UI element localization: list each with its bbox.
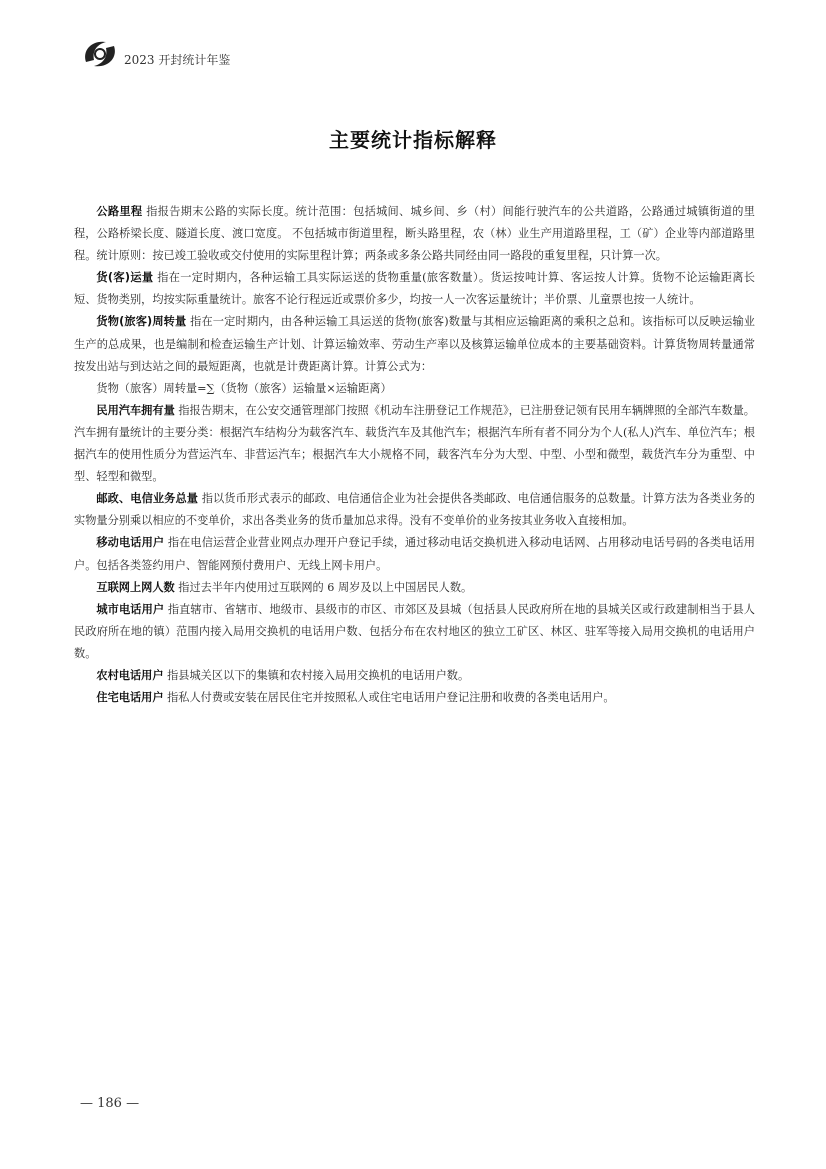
definition-entry xyxy=(74,599,755,665)
definition-term: 移动电话用户 xyxy=(96,536,165,550)
definition-term: 农村电话用户 xyxy=(96,668,164,682)
definition-term: 互联网上网人数 xyxy=(96,580,175,594)
definition-text: 指在电信运营企业营业网点办理开户登记手续，通过移动电话交换机进入移动电话网、占用移动电话号码的各类电话用户。包括各类签约用户、智能网预付费用户、无线上网卡用户。 xyxy=(74,536,755,572)
definition-entry xyxy=(74,687,755,709)
definition-term: 民用汽车拥有量 xyxy=(96,403,175,417)
definition-term: 公路里程 xyxy=(96,205,143,218)
definition-term: 邮政、电信业务总量 xyxy=(96,492,199,506)
definition-text: 货物（旅客）周转量=∑（货物（旅客）运输量×运输距离） xyxy=(96,381,392,395)
definition-entry xyxy=(74,378,755,400)
definition-entry xyxy=(74,488,755,532)
definition-term: 城市电话用户 xyxy=(96,602,165,616)
page-title: 主要统计指标解释 xyxy=(329,128,497,152)
definition-term: 住宅电话用户 xyxy=(96,691,164,705)
definition-text: 指直辖市、省辖市、地级市、县级市的市区、市郊区及县城（包括县人民政府所在地的县城关区或行政建制相当于县人民政府所在地的镇）范围内接入局用交换机的电话用户数、包括分布在农村地区的独立工矿区、林区、驻军等接入局用交换机的电话用户数。 xyxy=(74,602,755,660)
definition-term: 货(客)运量 xyxy=(96,271,154,285)
definition-text: 指在一定时期内，各种运输工具实际运送的货物重量(旅客数量）。货运按吨计算、客运按人计算。货物不论运输距离长短、货物类别，均按实际重量统计。旅客不论行程远近或票价多少，均按一人一次客运量统计；半价票、儿童票也按一人统计。 xyxy=(74,271,755,307)
definition-entry xyxy=(74,532,755,576)
definition-text: 指县城关区以下的集镇和农村接入局用交换机的电话用户数。 xyxy=(167,668,470,682)
definition-text: 指私人付费或安装在居民住宅并按照私人或住宅电话用户登记注册和收费的各类电话用户。 xyxy=(167,691,615,705)
definition-entry xyxy=(74,311,755,377)
definition-entry xyxy=(74,400,755,488)
page-number: — 186 — xyxy=(80,1096,140,1111)
definition-text: 指报告期末公路的实际长度。统计范围：包括城间、城乡间、乡（村）间能行驶汽车的公共道路，公路通过城镇街道的里程，公路桥梁长度、隧道长度、渡口宽度。 不包括城市街道里程，断头路里程，农（林）业生产用道路里程，工（矿）企业等内部道路里程。统计原则：按已竣工验收或交付使用的实际里程计算；两条或多条公路共同经由同一路段的重复里程，只计算一次。 xyxy=(74,205,755,263)
definition-entry xyxy=(74,577,755,599)
definition-entry xyxy=(74,267,755,311)
definition-text: 指在一定时期内，由各种运输工具运送的货物(旅客)数量与其相应运输距离的乘积之总和。该指标可以反映运输业生产的总成果，也是编制和检查运输生产计划、计算运输效率、劳动生产率以及核算运输单位成本的主要基础资料。计算货物周转量通常按发出站与到达站之间的最短距离，也就是计费距离计算。计算公式为： xyxy=(74,315,755,373)
yearbook-logo-icon xyxy=(80,36,120,72)
yearbook-title: 2023 开封统计年鉴 xyxy=(124,53,231,67)
definition-entry xyxy=(74,201,755,267)
definition-entry xyxy=(74,665,755,687)
definition-text: 指报告期末，在公安交通管理部门按照《机动车注册登记工作规范》，已注册登记领有民用车辆牌照的全部汽车数量。汽车拥有量统计的主要分类：根据汽车结构分为载客汽车、载货汽车及其他汽车；根据汽车所有者不同分为个人(私人)汽车、单位汽车；根据汽车的使用性质分为营运汽车、非营运汽车；根据汽车大小规格不同，载客汽车分为大型、中型、小型和微型，载货汽车分为重型、中型、轻型和微型。 xyxy=(74,403,755,484)
definitions-list xyxy=(74,201,755,709)
definition-text: 指以货币形式表示的邮政、电信通信企业为社会提供各类邮政、电信通信服务的总数量。计算方法为各类业务的实物量分别乘以相应的不变单价，求出各类业务的货币量加总求得。没有不变单价的业务按其业务收入直接相加。 xyxy=(74,492,755,528)
definition-term: 货物(旅客)周转量 xyxy=(96,315,187,329)
definition-text: 指过去半年内使用过互联网的 6 周岁及以上中国居民人数。 xyxy=(178,580,473,594)
